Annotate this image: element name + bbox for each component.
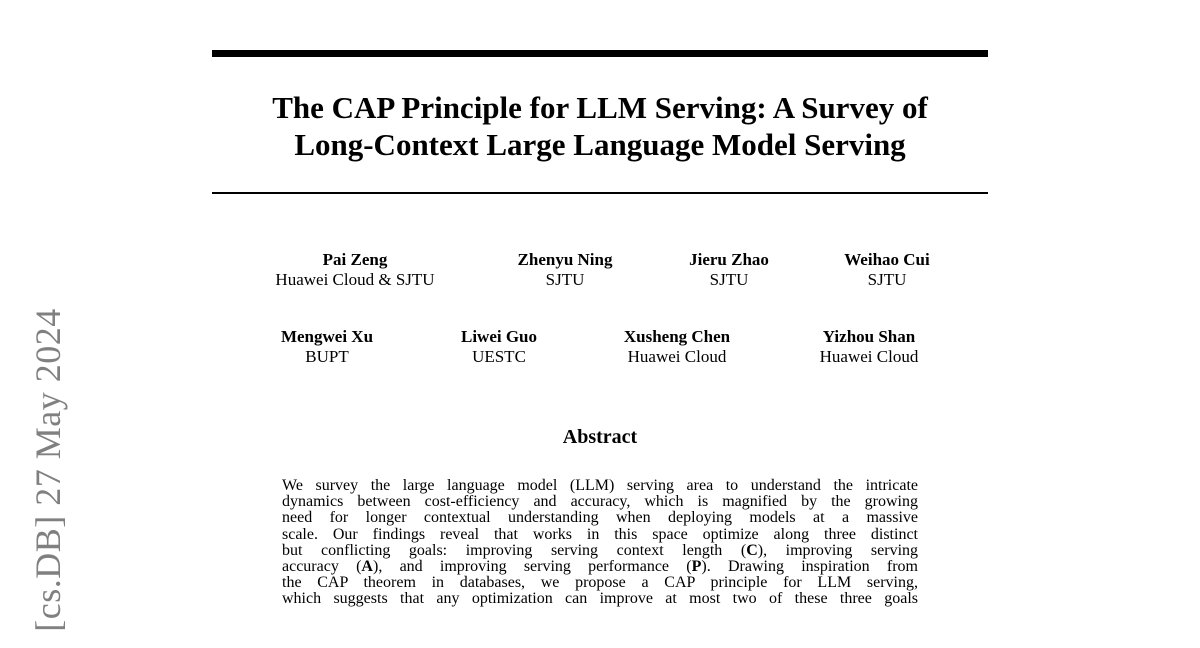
- author-name: Zhenyu Ning: [517, 250, 613, 269]
- abstract-line: need for longer contextual understanding when deploying models at a massive: [282, 509, 918, 527]
- author-name: Pai Zeng: [322, 250, 388, 269]
- author-name: Yizhou Shan: [822, 327, 916, 346]
- abstract-text-run: ), improving serving: [757, 541, 919, 559]
- abstract-line: [282, 543, 918, 559]
- author-affiliation: Huawei Cloud: [819, 347, 919, 366]
- abstract-text: [282, 478, 918, 608]
- abstract-line: scale. Our findings reveal that works in this space optimize along three distinct: [282, 525, 918, 543]
- author-block: [275, 250, 434, 290]
- abstract-text-run: accuracy (: [282, 558, 362, 576]
- abstract-line: which suggests that any optimization can improve at most two of these three goals: [282, 590, 918, 608]
- abstract-line: the CAP theorem in databases, we propose a CAP principle for LLM serving,: [282, 574, 918, 592]
- paper-title: [212, 89, 988, 163]
- title-line-2: Long-Context Large Language Model Serving: [294, 127, 906, 162]
- abstract-text-run: ). Drawing inspiration from: [701, 558, 918, 576]
- author-affiliation: SJTU: [867, 270, 907, 289]
- arxiv-stamp: [cs.DB] 27 May 2024: [28, 308, 68, 632]
- abstract-text-run: ), and improving serving performance (: [372, 558, 692, 576]
- author-block: [820, 327, 919, 367]
- author-name: Weihao Cui: [844, 250, 930, 269]
- abstract-heading: Abstract: [562, 426, 638, 448]
- author-affiliation: Huawei Cloud & SJTU: [275, 270, 435, 289]
- abstract-text-run: but conflicting goals: improving serving context length (: [282, 541, 747, 559]
- title-top-rule: [212, 50, 988, 57]
- abstract-line: We survey the large language model (LLM) serving area to understand the intricate: [282, 477, 918, 494]
- author-affiliation: UESTC: [472, 347, 526, 366]
- abstract-bold-letter: A: [361, 558, 373, 576]
- author-affiliation: SJTU: [545, 270, 585, 289]
- author-block: [518, 250, 613, 290]
- author-name: Mengwei Xu: [280, 327, 374, 346]
- author-block: [461, 327, 537, 367]
- author-affiliation: Huawei Cloud: [627, 347, 727, 366]
- author-block: [844, 250, 930, 290]
- author-affiliation: BUPT: [305, 347, 349, 366]
- abstract-bold-letter: C: [746, 541, 758, 559]
- author-block: [281, 327, 373, 367]
- author-name: Liwei Guo: [460, 327, 538, 346]
- abstract-line: dynamics between cost-efficiency and accuracy, which is magnified by the growing: [282, 493, 918, 511]
- title-line-1: The CAP Principle for LLM Serving: A Survey of: [272, 90, 928, 125]
- abstract-bold-letter: P: [691, 558, 702, 576]
- author-name: Jieru Zhao: [689, 250, 769, 269]
- author-affiliation: SJTU: [709, 270, 749, 289]
- title-bottom-rule: [212, 192, 988, 194]
- author-block: [624, 327, 730, 367]
- abstract-line: [282, 559, 918, 575]
- author-name: Xusheng Chen: [623, 327, 731, 346]
- author-block: [689, 250, 769, 290]
